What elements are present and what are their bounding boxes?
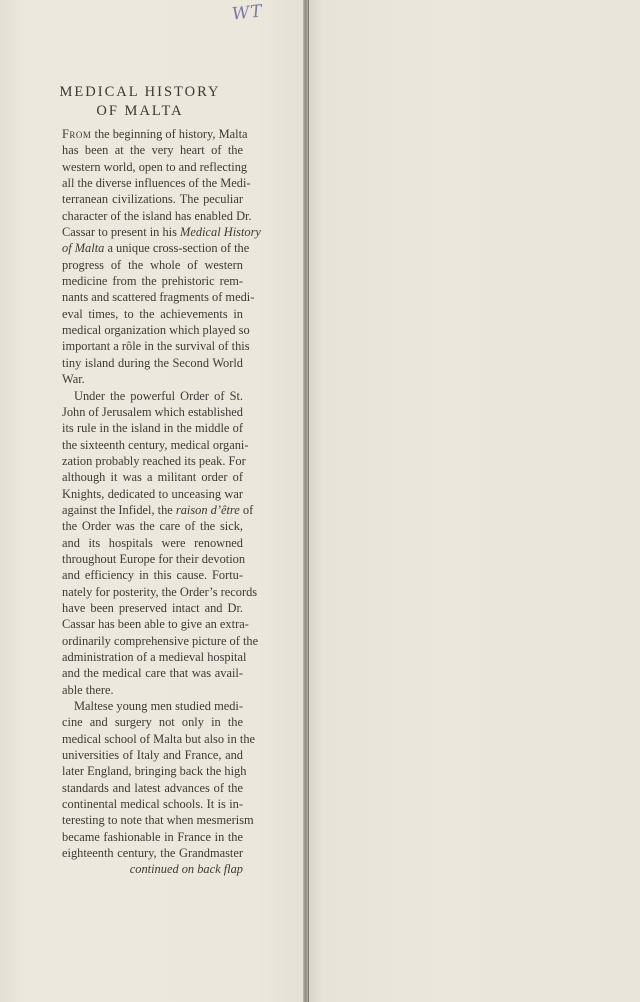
body-line: Cassar has been able to give an extra- <box>62 617 249 632</box>
body-line: From the beginning of history, Malta <box>62 127 248 141</box>
book-title-italic: Medical History <box>180 225 261 240</box>
body-line: and its hospitals were renowned <box>62 535 243 550</box>
body-line: later England, bringing back the high <box>62 764 247 779</box>
continued-note: continued on back flap <box>129 862 243 877</box>
body-line: Under the powerful Order of St. <box>74 388 243 403</box>
body-line: able there. <box>62 682 114 697</box>
body-line: medical school of Malta but also in the <box>62 731 256 746</box>
title-line-2: OF MALTA <box>96 103 184 119</box>
body-line: John of Jerusalem which established <box>62 404 244 419</box>
body-line: continental medical schools. It is in- <box>62 797 243 812</box>
lead-word: From <box>62 127 92 141</box>
body-line: terranean civilizations. The peculiar <box>62 192 243 207</box>
body-line: teresting to note that when mesmerism <box>62 813 254 828</box>
body-line: standards and latest advances of the <box>62 780 243 795</box>
body-line: all the diverse influences of the Medi- <box>62 176 251 191</box>
body-line: Cassar to present in his Medical History <box>62 225 261 240</box>
body-line: became fashionable in France in the <box>62 829 243 844</box>
body-line: War. <box>62 372 85 387</box>
body-line: eighteenth century, the Grandmaster <box>62 846 243 861</box>
handwritten-annotation: WT <box>231 1 264 25</box>
body-line: of Malta a unique cross-section of the <box>62 241 250 256</box>
body-line: its rule in the island in the middle of <box>62 421 243 436</box>
flap-title <box>40 83 240 121</box>
body-line: eval times, to the achievements in <box>62 306 243 321</box>
body-line: medical organization which played so <box>62 323 250 338</box>
body-line: Knights, dedicated to unceasing war <box>62 486 243 501</box>
body-line: have been preserved intact and Dr. <box>62 600 243 615</box>
blank-page <box>309 0 640 1002</box>
body-line: the sixteenth century, medical organi- <box>62 437 249 452</box>
body-line: tiny island during the Second World <box>62 355 243 370</box>
body-line: has been at the very heart of the <box>62 143 243 158</box>
body-line: important a rôle in the survival of this <box>62 339 250 354</box>
book-title-italic: of Malta <box>62 241 105 256</box>
body-line: throughout Europe for their devotion <box>62 551 246 566</box>
body-line: zation probably reached its peak. For <box>62 453 246 468</box>
body-line: and the medical care that was avail- <box>62 666 243 681</box>
body-line: universities of Italy and France, and <box>62 748 243 763</box>
body-line: nants and scattered fragments of medi- <box>62 290 255 305</box>
body-line: Maltese young men studied medi- <box>74 699 243 714</box>
title-line-1: MEDICAL HISTORY <box>59 84 221 100</box>
body-line: cine and surgery not only in the <box>62 715 243 730</box>
body-line: administration of a medieval hospital <box>62 650 247 664</box>
italic-phrase: raison d’être <box>175 502 240 517</box>
body-line: nately for posterity, the Order’s records <box>62 584 258 599</box>
body-line: character of the island has enabled Dr. <box>62 208 252 223</box>
flap-body-text <box>62 126 261 878</box>
body-line: western world, open to and reflecting <box>62 159 248 174</box>
body-line: and efficiency in this cause. Fortu- <box>62 568 243 583</box>
body-line: progress of the whole of western <box>62 257 243 272</box>
body-line: against the Infidel, the raison d’être of <box>62 502 254 517</box>
body-line: ordinarily comprehensive picture of the <box>62 633 259 648</box>
body-line: the Order was the care of the sick, <box>62 519 243 534</box>
body-line: although it was a militant order of <box>62 470 243 485</box>
body-line: medicine from the prehistoric rem- <box>62 274 243 289</box>
